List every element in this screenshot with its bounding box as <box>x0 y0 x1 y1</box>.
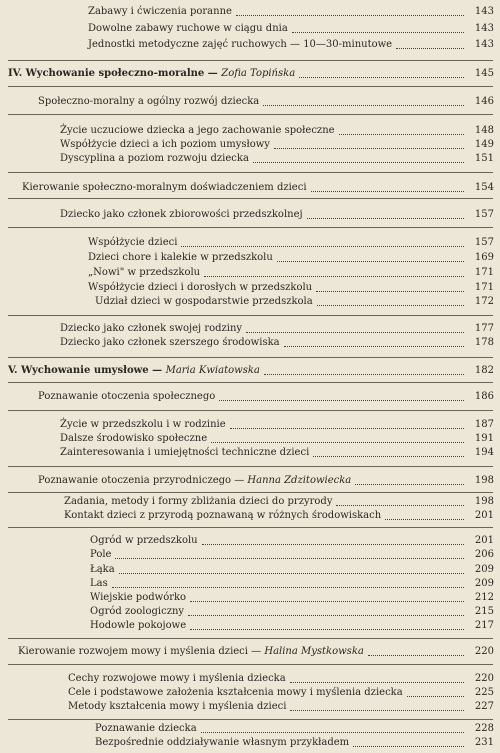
section-divider <box>8 86 493 87</box>
entry-page: 212 <box>474 592 494 603</box>
entry-page: 198 <box>474 496 494 507</box>
entry-title: Dalsze środowisko społeczne <box>60 433 208 444</box>
chapter-author: Zofia Topińska <box>221 68 296 79</box>
dot-leader <box>181 245 464 247</box>
entry-title: Las <box>90 578 108 589</box>
toc-entry <box>0 577 500 591</box>
dot-leader <box>264 373 464 375</box>
entry-title: Ogród w przedszkolu <box>90 535 198 546</box>
entry-title: Hodowle pokojowe <box>90 620 187 631</box>
toc-entry <box>0 700 500 714</box>
entry-title: Kontakt dzieci z przyrodą poznawaną w różnych środowiskach <box>64 510 382 521</box>
entry-title: Zadania, metody i formy zbliżania dzieci do przyrody <box>64 496 333 507</box>
toc-entry <box>0 124 500 138</box>
entry-title: Ogród zoologiczny <box>90 606 185 617</box>
entry-page: 201 <box>474 510 494 521</box>
entry-title: Pole <box>90 549 112 560</box>
toc-entry <box>0 686 500 700</box>
dot-leader <box>368 654 464 656</box>
entry-page: 143 <box>474 39 494 50</box>
entry-page: 157 <box>474 237 494 248</box>
entry-page: 220 <box>474 673 494 684</box>
toc-entry <box>0 672 500 686</box>
dot-leader <box>353 745 464 747</box>
entry-page: 143 <box>474 23 494 34</box>
toc-entry <box>0 181 500 195</box>
entry-title: Poznawanie dziecka <box>95 723 197 734</box>
toc-entry <box>0 281 500 295</box>
section-divider <box>8 315 493 316</box>
entry-page: 169 <box>474 252 494 263</box>
entry-page: 231 <box>474 737 494 748</box>
section-divider <box>8 198 493 199</box>
dot-leader <box>112 586 464 588</box>
entry-title: Wiejskie podwórko <box>90 592 187 603</box>
toc-entry <box>0 619 500 633</box>
toc-entry <box>0 22 500 36</box>
section-divider <box>8 382 493 383</box>
entry-title: Jednostki metodyczne zajęć ruchowych — 10—30-minutowe <box>88 39 393 50</box>
section-divider <box>8 466 493 467</box>
entry-page: 206 <box>474 549 494 560</box>
entry-title: Współżycie dzieci i dorosłych w przedszkolu <box>88 282 313 293</box>
entry-page: 145 <box>474 68 494 79</box>
toc-entry <box>0 5 500 19</box>
entry-page: 171 <box>474 267 494 278</box>
dot-leader <box>190 600 464 602</box>
entry-title: Metody kształcenia mowy i myślenia dzieci <box>68 701 287 712</box>
toc-entry <box>0 474 500 488</box>
dot-leader <box>385 518 464 520</box>
dot-leader <box>274 147 464 149</box>
entry-title: Bezpośrednie oddziaływanie własnym przykładem <box>95 737 350 748</box>
toc-entry <box>0 208 500 222</box>
entry-title: Poznawanie otoczenia społecznego <box>38 391 216 402</box>
dot-leader <box>202 543 464 545</box>
chapter-heading <box>0 364 500 378</box>
entry-page: 178 <box>474 337 494 348</box>
section-divider <box>8 357 493 358</box>
section-divider <box>8 638 493 639</box>
entry-page: 182 <box>474 365 494 376</box>
chapter-heading <box>0 67 500 81</box>
dot-leader <box>284 345 464 347</box>
dot-leader <box>230 427 464 429</box>
toc-entry <box>0 509 500 523</box>
entry-page: 157 <box>474 209 494 220</box>
entry-page: 148 <box>474 125 494 136</box>
chapter-title: V. Wychowanie umysłowe — <box>8 365 166 376</box>
toc-entry <box>0 295 500 309</box>
entry-page: 172 <box>474 296 494 307</box>
dot-leader <box>201 731 464 733</box>
toc-entry <box>0 418 500 432</box>
dot-leader <box>336 504 464 506</box>
toc-entry <box>0 446 500 460</box>
toc-entry <box>0 591 500 605</box>
dot-leader <box>355 483 464 485</box>
entry-page: 217 <box>474 620 494 631</box>
entry-title: Kierowanie rozwojem mowy i myślenia dzieci — <box>18 646 265 657</box>
entry-title: Życie uczuciowe dziecka a jego zachowanie społeczne <box>60 125 335 136</box>
entry-title: „Nowi" w przedszkolu <box>88 267 201 278</box>
entry-title: Dyscyplina a poziom rozwoju dziecka <box>60 153 249 164</box>
dot-leader <box>317 304 464 306</box>
dot-leader <box>299 76 464 78</box>
entry-title: Łąka <box>90 564 115 575</box>
entry-page: 187 <box>474 419 494 430</box>
dot-leader <box>290 681 464 683</box>
dot-leader <box>236 14 464 16</box>
entry-page: 149 <box>474 139 494 150</box>
entry-author: Halina Mystkowska <box>264 646 364 657</box>
dot-leader <box>211 441 464 443</box>
toc-entry <box>0 152 500 166</box>
entry-page: 151 <box>474 153 494 164</box>
entry-title: Społeczno-moralny a ogólny rozwój dziecka <box>38 96 260 107</box>
entry-title: Cechy rozwojowe mowy i myślenia dziecka <box>68 673 286 684</box>
entry-title: Zabawy i ćwiczenia poranne <box>88 6 232 17</box>
entry-page: 228 <box>474 723 494 734</box>
toc-entry <box>0 236 500 250</box>
dot-leader <box>204 275 464 277</box>
entry-page: 154 <box>474 182 494 193</box>
entry-page: 177 <box>474 323 494 334</box>
toc-entry <box>0 38 500 52</box>
entry-title: Współżycie dzieci a ich poziom umysłowy <box>60 139 270 150</box>
entry-title: Dowolne zabawy ruchowe w ciągu dnia <box>88 23 288 34</box>
dot-leader <box>290 709 464 711</box>
entry-title: Udział dzieci w gospodarstwie przedszkola <box>95 296 313 307</box>
toc-entry <box>0 336 500 350</box>
entry-title: Dziecko jako członek swojej rodziny <box>60 323 243 334</box>
entry-page: 171 <box>474 282 494 293</box>
section-divider <box>8 410 493 411</box>
entry-page: 209 <box>474 578 494 589</box>
entry-title: Zainteresowania i umiejętności techniczne dzieci <box>60 447 310 458</box>
dot-leader <box>307 217 464 219</box>
entry-page: 186 <box>474 391 494 402</box>
chapter-title: IV. Wychowanie społeczno-moralne — <box>8 68 222 79</box>
dot-leader <box>339 133 464 135</box>
dot-leader <box>311 190 464 192</box>
toc-entry <box>0 548 500 562</box>
entry-page: 201 <box>474 535 494 546</box>
entry-page: 225 <box>474 687 494 698</box>
entry-title: Dziecko jako członek zbiorowości przedszkolnej <box>60 209 303 220</box>
section-divider <box>8 227 493 228</box>
entry-title: Życie w przedszkolu i w rodzinie <box>60 419 226 430</box>
entry-title: Cele i podstawowe założenia kształcenia mowy i myślenia dziecka <box>68 687 403 698</box>
entry-title: Współżycie dzieci <box>88 237 178 248</box>
dot-leader <box>292 31 464 33</box>
dot-leader <box>277 260 464 262</box>
entry-page: 194 <box>474 447 494 458</box>
toc-entry <box>0 722 500 736</box>
dot-leader <box>263 104 464 106</box>
dot-leader <box>313 455 464 457</box>
section-divider <box>8 664 493 665</box>
toc-entry <box>0 138 500 152</box>
dot-leader <box>316 290 464 292</box>
section-divider <box>8 719 493 720</box>
entry-title: Kierowanie społeczno-moralnym doświadczeniem dzieci <box>22 182 307 193</box>
dot-leader <box>219 399 464 401</box>
toc-entry <box>0 95 500 109</box>
toc-entry <box>0 605 500 619</box>
toc-entry <box>0 390 500 404</box>
dot-leader <box>407 695 464 697</box>
toc-entry <box>0 495 500 509</box>
dot-leader <box>190 628 464 630</box>
entry-page: 215 <box>474 606 494 617</box>
dot-leader <box>246 331 464 333</box>
entry-page: 220 <box>474 646 494 657</box>
entry-page: 227 <box>474 701 494 712</box>
entry-title: Dziecko jako członek szerszego środowiska <box>60 337 280 348</box>
entry-page: 146 <box>474 96 494 107</box>
section-divider <box>8 527 493 528</box>
dot-leader <box>253 161 464 163</box>
entry-page: 191 <box>474 433 494 444</box>
toc-entry <box>0 266 500 280</box>
section-divider <box>8 492 493 493</box>
toc-entry <box>0 251 500 265</box>
toc-entry <box>0 645 500 659</box>
entry-page: 143 <box>474 6 494 17</box>
entry-page: 198 <box>474 475 494 486</box>
dot-leader <box>396 47 464 49</box>
chapter-author: Maria Kwiatowska <box>165 365 260 376</box>
entry-title: Poznawanie otoczenia przyrodniczego — <box>38 475 248 486</box>
toc-entry <box>0 534 500 548</box>
section-divider <box>8 172 493 173</box>
entry-page: 209 <box>474 564 494 575</box>
dot-leader <box>119 572 464 574</box>
section-divider <box>8 114 493 115</box>
toc-entry <box>0 736 500 750</box>
entry-title: Dzieci chore i kalekie w przedszkolu <box>88 252 273 263</box>
toc-entry <box>0 563 500 577</box>
section-divider <box>8 60 493 61</box>
dot-leader <box>188 614 464 616</box>
toc-entry <box>0 322 500 336</box>
entry-author: Hanna Zdzitowiecka <box>247 475 352 486</box>
toc-entry <box>0 432 500 446</box>
dot-leader <box>115 557 464 559</box>
